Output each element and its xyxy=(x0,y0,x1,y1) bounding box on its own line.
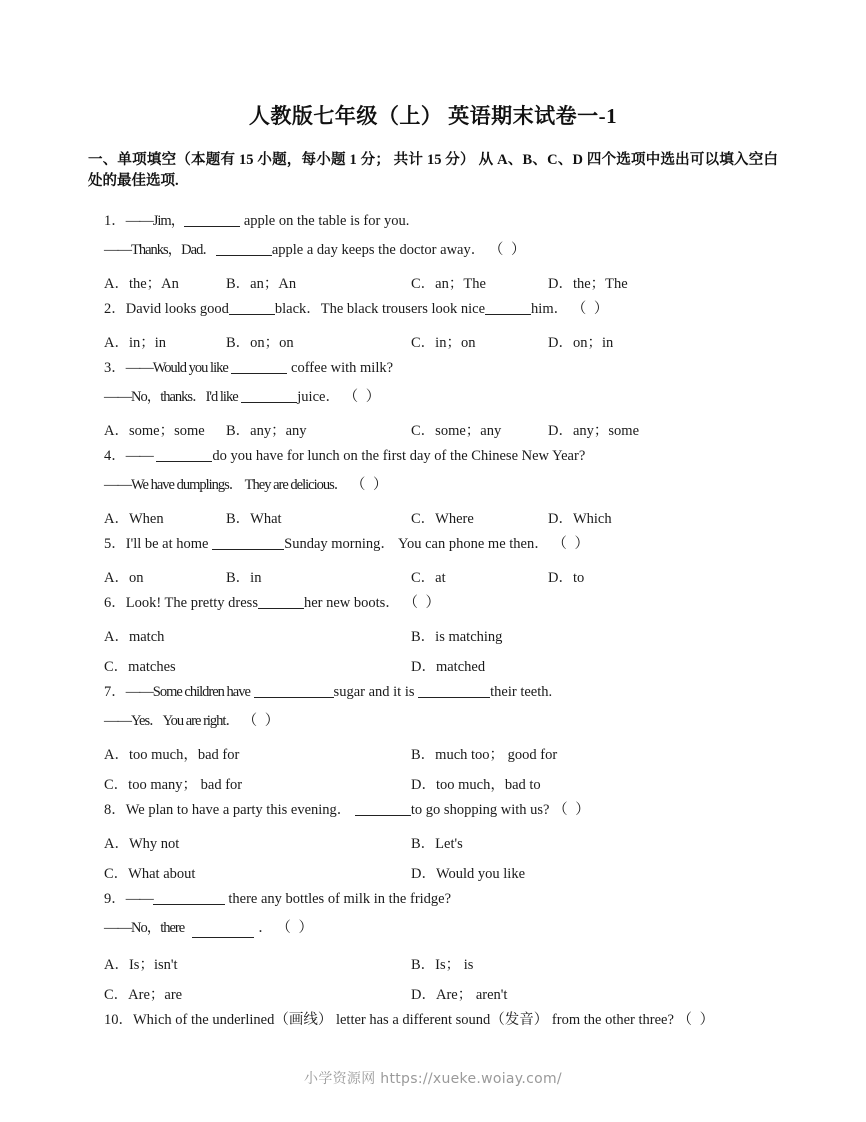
reply-text: ——No，thanks．I'd like xyxy=(104,389,238,405)
option-b[interactable]: B．on；on xyxy=(226,335,294,351)
option-row xyxy=(104,331,804,351)
question-text-cont: her new boots． xyxy=(303,595,400,611)
option-c[interactable]: C．Are；are xyxy=(104,987,183,1003)
question-reply xyxy=(104,243,804,257)
question-text-mid: black．The black trousers look nice xyxy=(274,301,486,317)
option-c[interactable]: C．in；on xyxy=(411,335,476,351)
option-row xyxy=(104,862,804,882)
question-text: ——Jim， xyxy=(125,213,185,229)
option-c[interactable]: C．too many； bad for xyxy=(104,777,243,793)
option-row xyxy=(104,419,804,439)
option-b[interactable]: B．Let's xyxy=(411,836,463,852)
option-a[interactable]: A．Why not xyxy=(104,836,180,852)
option-b[interactable]: B．is matching xyxy=(411,629,503,645)
question-number: 7． xyxy=(104,684,126,700)
question-stem xyxy=(104,302,804,316)
question-stem xyxy=(104,803,804,817)
reply-text-cont: ． xyxy=(258,920,273,936)
question-text-cont: there any bottles of milk in the fridge? xyxy=(228,891,452,907)
question-stem xyxy=(104,361,804,375)
option-b[interactable]: B．Is； is xyxy=(411,957,474,973)
question-stem xyxy=(104,449,804,463)
question-stem xyxy=(104,214,804,228)
question-number: 6． xyxy=(104,595,126,611)
option-c[interactable]: C．an；The xyxy=(411,276,486,292)
option-row xyxy=(104,566,804,586)
question-stem xyxy=(104,596,804,610)
option-c[interactable]: C．What about xyxy=(104,866,196,882)
option-b[interactable]: B．much too； good for xyxy=(411,747,558,763)
option-b[interactable]: B．What xyxy=(226,511,282,527)
answer-marker[interactable]: （ ） xyxy=(350,477,390,493)
answer-marker[interactable]: （ ） xyxy=(242,713,282,729)
option-a[interactable]: A．match xyxy=(104,629,165,645)
question-reply xyxy=(104,921,804,938)
answer-blank xyxy=(241,391,297,403)
answer-marker[interactable]: （ ） xyxy=(571,301,611,317)
question-number: 9． xyxy=(104,891,126,907)
answer-blank xyxy=(192,925,254,938)
reply-text: ——We have dumplings． They are delicious． xyxy=(104,477,348,493)
question-text: ——Some children have xyxy=(125,684,250,700)
option-row xyxy=(104,507,804,527)
question-text: We plan to have a party this evening． xyxy=(125,802,352,818)
question-reply xyxy=(104,714,804,728)
option-d[interactable]: D．the；The xyxy=(548,276,628,292)
question-text: ——Would you like xyxy=(125,360,228,376)
question-text-cont: do you have for lunch on the first day of the Chinese New Year? xyxy=(212,448,586,464)
question-number: 3． xyxy=(104,360,126,376)
question-text-cont: their teeth. xyxy=(490,684,553,700)
question-text: —— xyxy=(125,891,153,907)
question-number: 2． xyxy=(104,301,126,317)
option-row xyxy=(104,773,804,793)
question-number: 8． xyxy=(104,802,126,818)
question-text-cont: coffee with milk? xyxy=(291,360,394,376)
footer-watermark: 小学资源网 https://xueke.woiay.com/ xyxy=(304,1071,562,1087)
question-text: Which of the underlined（画线） letter has a different sound（发音） from the other three? xyxy=(133,1012,674,1028)
option-b[interactable]: B．in xyxy=(226,570,262,586)
answer-blank xyxy=(156,450,212,462)
answer-marker[interactable]: （ ） xyxy=(276,920,315,936)
answer-blank xyxy=(355,804,411,816)
option-a[interactable]: A．When xyxy=(104,511,164,527)
option-c[interactable]: C．matches xyxy=(104,659,176,675)
option-a[interactable]: A．Is；isn't xyxy=(104,957,178,973)
reply-text-cont: juice． xyxy=(297,389,340,405)
question-reply xyxy=(104,390,804,404)
option-row xyxy=(104,655,804,675)
option-d[interactable]: D．on；in xyxy=(548,335,614,351)
option-d[interactable]: D．Are； aren't xyxy=(411,987,508,1003)
answer-blank xyxy=(212,538,284,550)
option-d[interactable]: D．Which xyxy=(548,511,612,527)
page-title: 人教版七年级（上） 英语期末试卷一-1 xyxy=(248,104,618,128)
answer-blank xyxy=(485,303,531,315)
answer-marker[interactable]: （ ） xyxy=(488,242,528,258)
question-text-cont: to go shopping with us? xyxy=(410,802,550,818)
question-text-cont: apple on the table is for you. xyxy=(243,213,410,229)
question-text-cont: him． xyxy=(531,301,569,317)
option-b[interactable]: B．any；any xyxy=(226,423,307,439)
option-row xyxy=(104,625,804,645)
answer-blank xyxy=(258,597,304,609)
option-row xyxy=(104,272,804,292)
answer-marker[interactable]: （ ） xyxy=(677,1012,717,1028)
question-stem xyxy=(104,1013,804,1027)
answer-marker[interactable]: （ ） xyxy=(403,595,443,611)
question-number: 4． xyxy=(104,448,126,464)
answer-marker[interactable]: （ ） xyxy=(553,802,592,818)
question-text-mid: sugar and it is xyxy=(333,684,415,700)
question-text: I'll be at home xyxy=(125,536,209,552)
answer-blank xyxy=(231,362,287,374)
option-row xyxy=(104,743,804,763)
question-text: Look! The pretty dress xyxy=(125,595,258,611)
answer-blank xyxy=(418,686,490,698)
question-number: 10． xyxy=(104,1012,133,1028)
answer-blank xyxy=(229,303,275,315)
option-d[interactable]: D．too much，bad to xyxy=(411,777,541,793)
option-a[interactable]: A．too much，bad for xyxy=(104,747,240,763)
option-d[interactable]: D．matched xyxy=(411,659,486,675)
question-text: —— xyxy=(125,448,153,464)
question-list xyxy=(104,214,804,1042)
option-c[interactable]: C．some；any xyxy=(411,423,502,439)
option-a[interactable]: A．in；in xyxy=(104,335,167,351)
question-number: 1． xyxy=(104,213,126,229)
question-text-cont: Sunday morning． You can phone me then． xyxy=(284,536,549,552)
reply-text: ——Yes．You are right． xyxy=(104,713,239,729)
option-row xyxy=(104,832,804,852)
option-row xyxy=(104,953,804,973)
option-c[interactable]: C．Where xyxy=(411,511,474,527)
answer-blank xyxy=(184,215,240,227)
reply-text-cont: apple a day keeps the doctor away． xyxy=(271,242,486,258)
section-heading: 一、单项填空（本题有 15 小题，每小题 1 分； 共计 15 分） 从 A、B、C、D 四个选项中选出可以填入空白处的最佳选项. xyxy=(88,152,778,189)
answer-blank xyxy=(216,244,272,256)
option-a[interactable]: A．on xyxy=(104,570,144,586)
question-stem xyxy=(104,685,804,699)
option-a[interactable]: A．some；some xyxy=(104,423,205,439)
question-number: 5． xyxy=(104,536,126,552)
option-a[interactable]: A．the；An xyxy=(104,276,179,292)
option-d[interactable]: D．Would you like xyxy=(411,866,526,882)
option-b[interactable]: B．an；An xyxy=(226,276,297,292)
question-text: David looks good xyxy=(125,301,229,317)
answer-blank xyxy=(254,686,334,698)
option-d[interactable]: D．to xyxy=(548,570,585,586)
option-row xyxy=(104,983,804,1003)
question-stem xyxy=(104,892,804,906)
question-stem xyxy=(104,537,804,551)
reply-text: ——No，there xyxy=(104,920,185,936)
option-d[interactable]: D．any；some xyxy=(548,423,640,439)
answer-blank xyxy=(153,893,225,905)
question-reply xyxy=(104,478,804,492)
option-c[interactable]: C．at xyxy=(411,570,446,586)
answer-marker[interactable]: （ ） xyxy=(552,536,591,552)
answer-marker[interactable]: （ ） xyxy=(343,389,383,405)
reply-text: ——Thanks，Dad． xyxy=(104,242,216,258)
